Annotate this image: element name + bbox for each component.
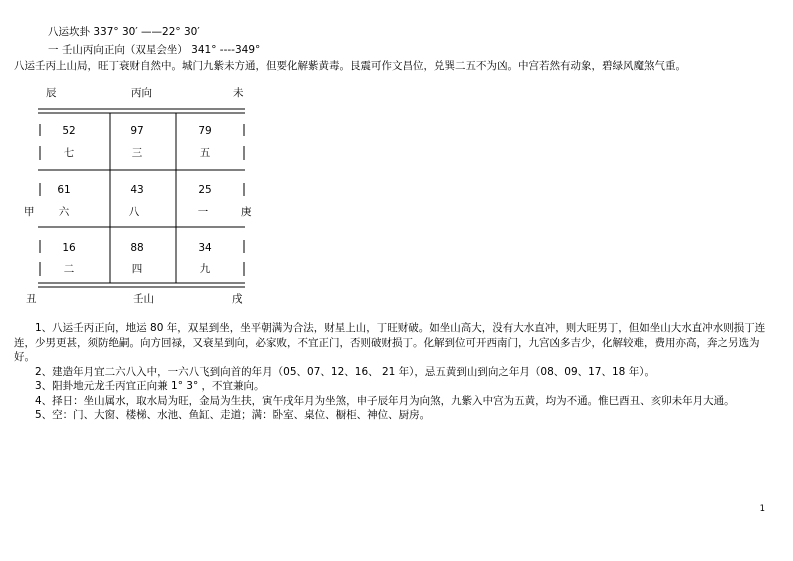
- label-chou: 丑: [26, 293, 37, 305]
- palace-base: 四: [131, 263, 143, 275]
- palace-base: 三: [131, 147, 143, 159]
- palace-base: 一: [197, 206, 209, 218]
- palace-base: 二: [63, 263, 75, 275]
- palace-base: 五: [199, 147, 211, 159]
- palace-stars: 79: [198, 125, 212, 137]
- note-paragraph: 3、阳卦地元龙壬丙宜正向兼 1° 3° ，不宜兼向。: [35, 380, 265, 392]
- palace-stars: 43: [130, 184, 144, 196]
- palace-stars: 25: [198, 184, 212, 196]
- palace-stars: 16: [62, 242, 76, 254]
- label-jia: 甲: [24, 206, 35, 218]
- summary-verse: 八运壬丙上山局，旺丁衰财自然中。城门九紫未方通，但要化解紫黄毒。艮震可作文昌位，兑巽二五不为凶。中宫若然有动象，碧绿风魔煞气重。: [14, 60, 686, 72]
- label-chen: 辰: [46, 87, 57, 99]
- label-ren-mountain: 壬山: [133, 293, 154, 305]
- header-subtitle: 一 壬山丙向正向（双星会坐） 341° ----349°: [48, 44, 261, 56]
- note-paragraph: 5、空：门、大窗、楼梯、水池、鱼缸、走道；满：卧室、桌位、橱柜、神位、厨房。: [35, 409, 431, 421]
- palace-stars: 34: [198, 242, 212, 254]
- note-paragraph: 4、择日：坐山属水，取水局为旺，金局为生扶，寅午戌年月为坐煞，申子辰年月为向煞，九紫入中宫为五黄，均为不通。惟巳酉丑、亥卯未年月大通。: [35, 394, 735, 407]
- palace-base: 七: [63, 147, 75, 159]
- palace-stars: 97: [130, 125, 144, 137]
- page-number: 1: [759, 504, 765, 514]
- palace-stars: 88: [130, 242, 144, 254]
- note-paragraph: 1、八运壬丙正向，地运 80 年，双星到坐，坐平朝满为合法，财星上山，丁旺财破。如坐山高大，没有大水直冲，则大旺男丁，但如坐山大水直冲水则损丁连连，少男更甚，须防绝嗣。向方回禄，又衰星到向，必家败，不宜正门，否则破财损丁。化解到位可开西南门，九宫凶多吉少，化解较难，费用亦高，奔之另选为好。: [14, 322, 766, 363]
- label-xu: 戌: [232, 293, 243, 305]
- palace-base: 九: [199, 263, 211, 275]
- label-bing-facing: 丙向: [131, 87, 152, 99]
- header-title: 八运坎卦 337° 30′ ——22° 30′: [48, 26, 200, 38]
- note-paragraph: 2、建造年月宜二六八入中，一六八飞到向首的年月（05、07、12、16、 21 年），忌五黄到山到向之年月（08、09、17、18 年）。: [35, 365, 655, 378]
- palace-base: 八: [128, 206, 140, 218]
- palace-stars: 52: [62, 125, 76, 137]
- palace-base: 六: [58, 206, 70, 218]
- label-geng: 庚: [241, 206, 252, 218]
- label-wei: 未: [233, 87, 244, 99]
- notes-section: [14, 321, 774, 423]
- palace-stars: 61: [57, 184, 71, 196]
